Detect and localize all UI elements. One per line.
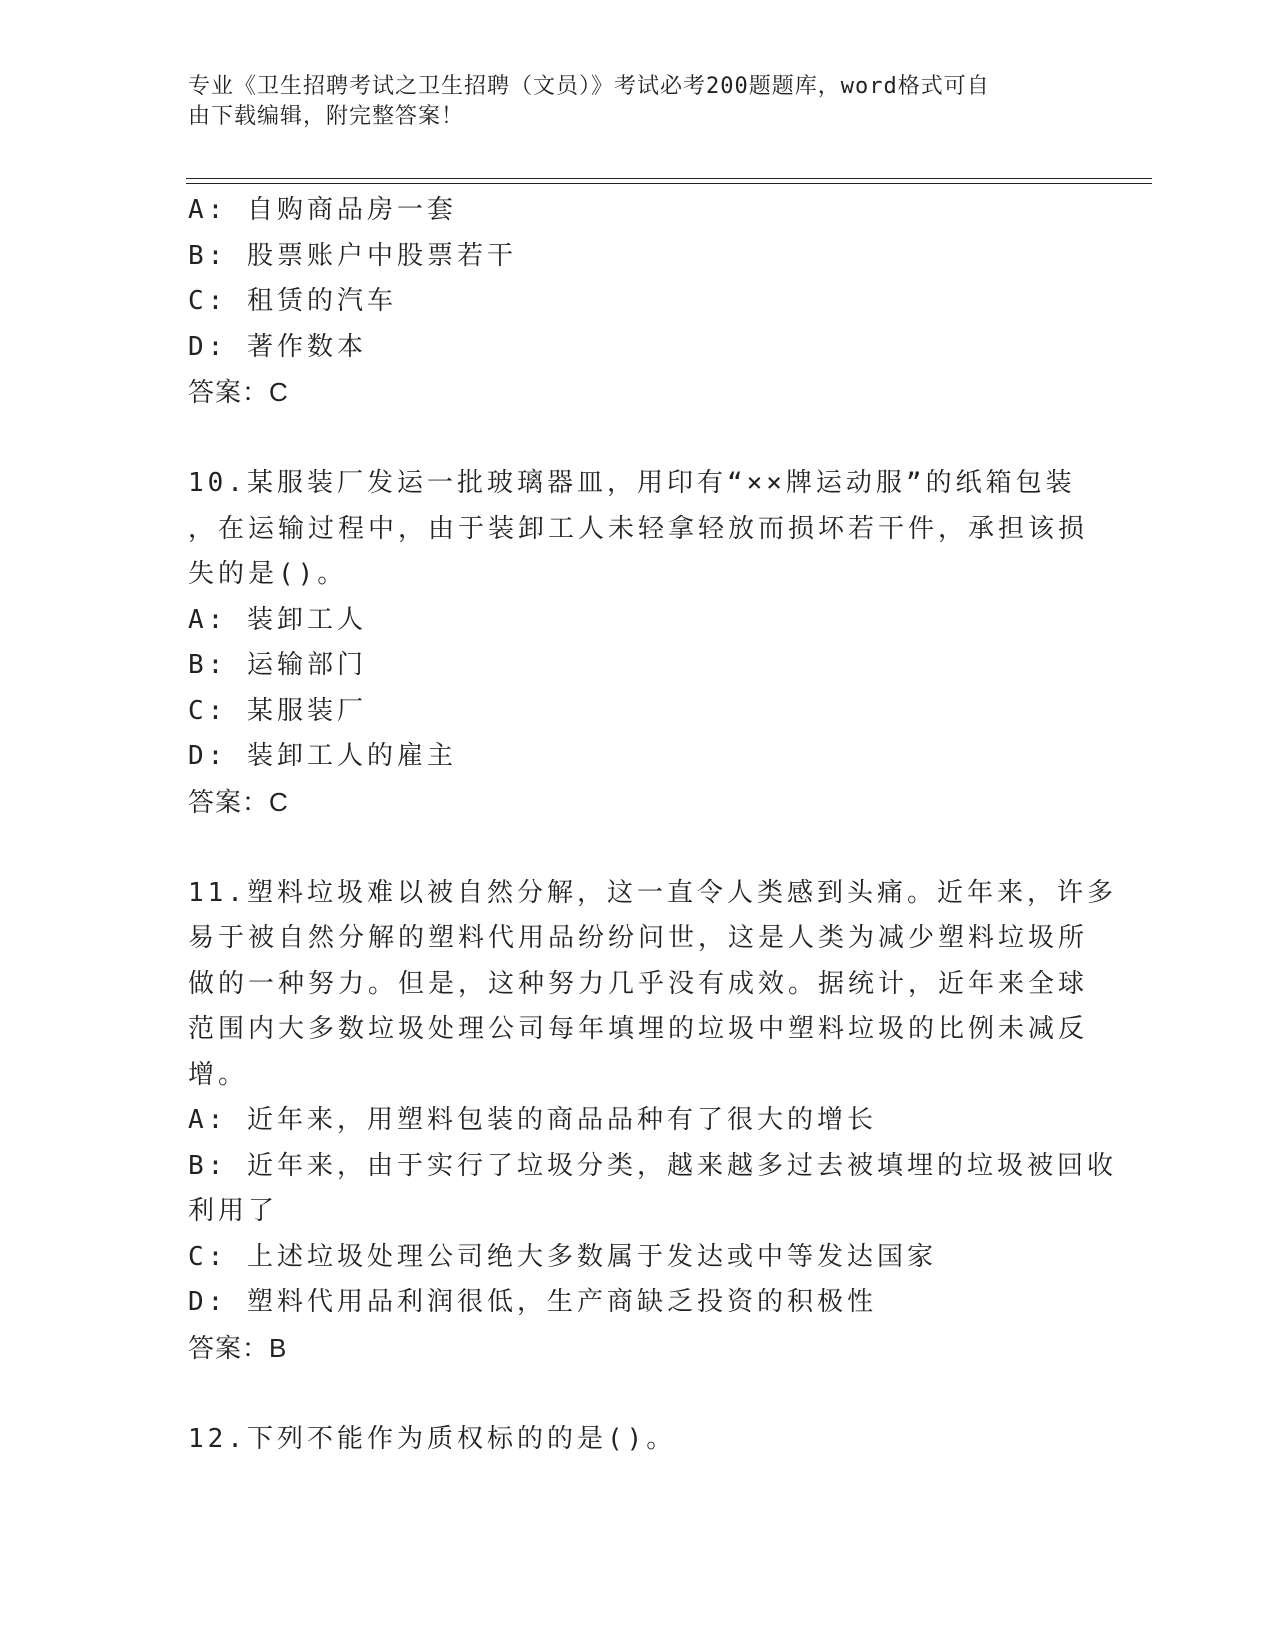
answer-label: 答案：C [188,377,289,407]
option-d: D: 塑料代用品利润很低，生产商缺乏投资的积极性 [188,1287,877,1317]
question-stem-line: 做的一种努力。但是，这种努力几乎没有成效。据统计，近年来全球 [188,968,1089,999]
option-b: B: 股票账户中股票若干 [188,240,517,271]
question-list [188,188,1117,1462]
spacer [188,825,1088,871]
question-stem-line: 11.塑料垃圾难以被自然分解，这一直令人类感到头痛。近年来，许多 [188,877,1117,908]
option-d: D: 著作数本 [188,331,367,362]
spacer [188,416,1088,462]
question-stem-line: 范围内大多数垃圾处理公司每年填埋的垃圾中塑料垃圾的比例未减反 [188,1014,1089,1044]
question-stem-line: 易于被自然分解的塑料代用品纷纷问世，这是人类为减少塑料垃圾所 [188,923,1089,953]
question-block [188,871,1117,1372]
option-a: A: 近年来，用塑料包装的商品品种有了很大的增长 [188,1105,877,1135]
header-divider [186,183,1152,184]
question-stem-line: ，在运输过程中，由于装卸工人未轻拿轻放而损坏若干件，承担该损 [188,513,1089,544]
option-c: C: 上述垃圾处理公司绝大多数属于发达或中等发达国家 [188,1241,937,1272]
answer-label: 答案：B [188,1332,288,1363]
option-a: A: 装卸工人 [188,604,367,635]
option-b: B: 运输部门 [188,650,367,680]
question-block [188,461,1088,825]
question-stem-line: 10.某服装厂发运一批玻璃器皿，用印有“××牌运动服”的纸箱包装 [188,468,1076,498]
spacer [188,1371,1088,1417]
document-header [188,72,1068,132]
option-d: D: 装卸工人的雇主 [188,741,457,771]
option-b: B: 近年来，由于实行了垃圾分类，越来越多过去被填埋的垃圾被回收 [188,1150,1117,1181]
answer-label: 答案：C [188,786,289,817]
question-stem-line: 失的是()。 [188,559,348,589]
question-block [188,1417,1088,1463]
header-divider [186,178,1152,179]
header-line: 由下载编辑，附完整答案！ [188,104,465,129]
question-block [188,188,1088,416]
question-stem-line: 增。 [188,1059,249,1090]
header-line: 专业《卫生招聘考试之卫生招聘（文员）》考试必考200题题库，word格式可自 [188,74,990,99]
question-stem-line: 12.下列不能作为质权标的的是()。 [188,1423,677,1454]
option-c: C: 租赁的汽车 [188,286,397,316]
option-b-continued: 利用了 [188,1196,279,1226]
option-c: C: 某服装厂 [188,695,367,726]
option-a: A: 自购商品房一套 [188,195,457,225]
